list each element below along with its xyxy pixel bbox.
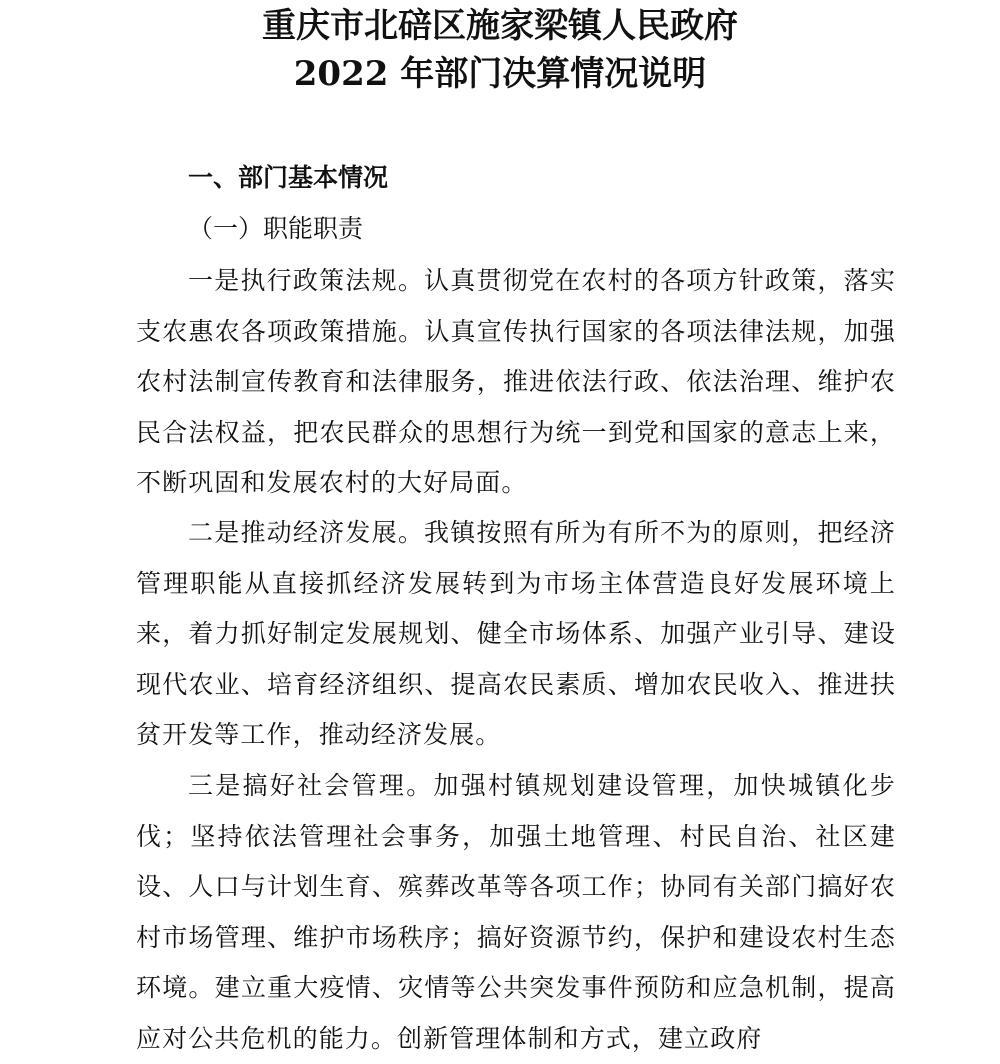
paragraph-policy: 一是执行政策法规。认真贯彻党在农村的各项方针政策，落实支农惠农各项政策措施。认真宣传执行国家的各项法律法规，加强农村法制宣传教育和法律服务，推进依法行政、依法治理、维护农民合法权益，把农民群众的思想行为统一到党和国家的意志上来，不断巩固和发展农村的大好局面。 [136, 266, 896, 497]
paragraph-economy: 二是推动经济发展。我镇按照有所为有所不为的原则，把经济管理职能从直接抓经济发展转到为市场主体营造良好发展环境上来，着力抓好制定发展规划、健全市场体系、加强产业引导、建设现代农业、培育经济组织、提高农民素质、增加农民收入、推进扶贫开发等工作，推动经济发展。 [136, 518, 896, 749]
subsection-heading: （一）职能职责 [188, 214, 364, 243]
section-heading: 一、部门基本情况 [188, 163, 389, 192]
document-title-line-2: 2022 年部门决算情况说明 [293, 54, 707, 94]
document-title-line-1: 重庆市北碚区施家梁镇人民政府 [262, 6, 738, 46]
paragraph-social-management: 三是搞好社会管理。加强村镇规划建设管理，加快城镇化步伐；坚持依法管理社会事务，加强土地管理、村民自治、社区建设、人口与计划生育、殡葬改革等各项工作；协同有关部门搞好农村市场管理、维护市场秩序；搞好资源节约，保护和建设农村生态环境。建立重大疫情、灾情等公共突发事件预防和应急机制，提高应对公共危机的能力。创新管理体制和方式，建立政府 [136, 771, 896, 1053]
